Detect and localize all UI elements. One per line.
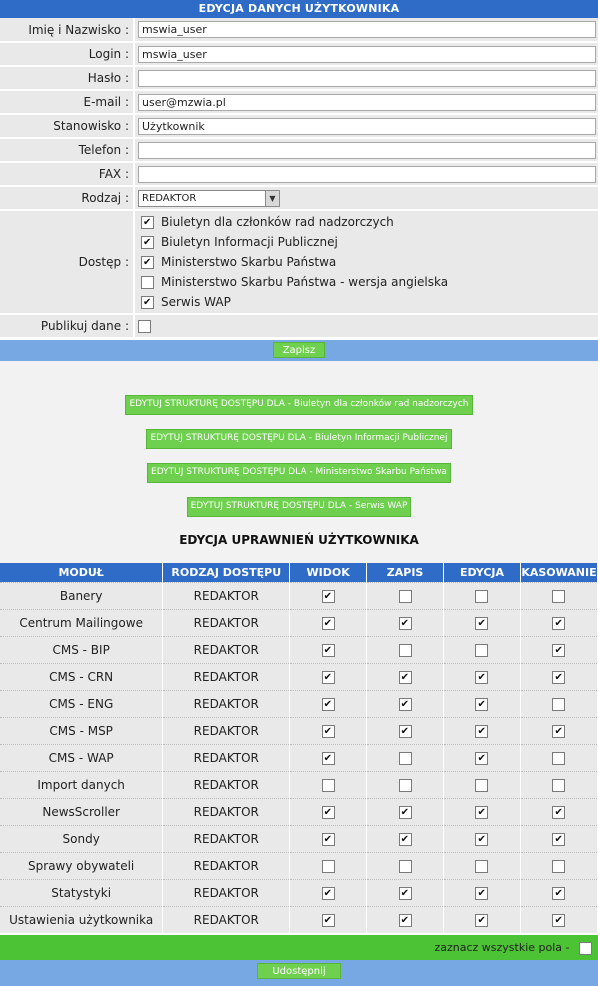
write-checkbox[interactable] [399,914,412,927]
column-header[interactable]: ZAPIS [367,563,444,582]
access-label: Dostęp : [0,210,134,314]
module-name: Statystyki [0,879,163,906]
delete-checkbox[interactable] [552,779,565,792]
table-row [0,771,598,798]
write-checkbox[interactable] [399,887,412,900]
module-name: Import danych [0,771,163,798]
password-label: Hasło : [0,66,134,90]
delete-checkbox[interactable] [552,833,565,846]
access-type: REDAKTOR [163,663,290,690]
module-name: CMS - MSP [0,717,163,744]
delete-checkbox[interactable] [552,698,565,711]
table-row [0,744,598,771]
edit-checkbox[interactable] [475,590,488,603]
write-checkbox[interactable] [399,833,412,846]
page-title: EDYCJA DANYCH UŻYTKOWNIKA [0,0,598,18]
share-bar [0,960,598,986]
edit-checkbox[interactable] [475,887,488,900]
access-type: REDAKTOR [163,825,290,852]
view-checkbox[interactable] [322,914,335,927]
write-checkbox[interactable] [399,725,412,738]
write-checkbox[interactable] [399,590,412,603]
write-checkbox[interactable] [399,671,412,684]
write-checkbox[interactable] [399,698,412,711]
select-all-label: zaznacz wszystkie pola - [434,941,570,954]
email-field[interactable] [138,94,596,111]
access-item-label: Biuletyn dla członków rad nadzorczych [161,215,394,229]
edit-structure-button[interactable]: EDYTUJ STRUKTURĘ DOSTĘPU DLA - Biuletyn Informacji Publicznej [146,429,451,449]
delete-checkbox[interactable] [552,725,565,738]
access-type: REDAKTOR [163,690,290,717]
edit-checkbox[interactable] [475,698,488,711]
view-checkbox[interactable] [322,698,335,711]
access-item-label: Ministerstwo Skarbu Państwa [161,255,337,269]
table-row [0,852,598,879]
module-name: Ustawienia użytkownika [0,906,163,933]
access-type: REDAKTOR [163,798,290,825]
access-type: REDAKTOR [163,852,290,879]
select-all-bar [0,935,598,960]
edit-checkbox[interactable] [475,806,488,819]
access-type: REDAKTOR [163,636,290,663]
write-checkbox[interactable] [399,644,412,657]
fax-field[interactable] [138,166,596,183]
delete-checkbox[interactable] [552,617,565,630]
name-field[interactable] [138,21,596,38]
publish-checkbox[interactable] [138,320,151,333]
view-checkbox[interactable] [322,617,335,630]
edit-checkbox[interactable] [475,752,488,765]
view-checkbox[interactable] [322,752,335,765]
module-name: CMS - WAP [0,744,163,771]
access-item [138,212,596,232]
access-type: REDAKTOR [163,771,290,798]
access-type: REDAKTOR [163,717,290,744]
table-row [0,609,598,636]
chevron-down-icon[interactable]: ▼ [265,191,279,206]
password-field[interactable] [138,70,596,87]
edit-checkbox[interactable] [475,860,488,873]
write-checkbox[interactable] [399,806,412,819]
access-item [138,272,596,292]
delete-checkbox[interactable] [552,752,565,765]
delete-checkbox[interactable] [552,860,565,873]
view-checkbox[interactable] [322,833,335,846]
access-structure-section [0,361,598,563]
access-checkbox[interactable] [141,296,154,309]
module-name: NewsScroller [0,798,163,825]
table-row [0,798,598,825]
edit-checkbox[interactable] [475,644,488,657]
edit-structure-button[interactable]: EDYTUJ STRUKTURĘ DOSTĘPU DLA - Serwis WAP [187,497,412,517]
name-label: Imię i Nazwisko : [0,18,134,42]
position-label: Stanowisko : [0,114,134,138]
edit-checkbox[interactable] [475,779,488,792]
edit-checkbox[interactable] [475,833,488,846]
table-row [0,582,598,609]
access-checkbox[interactable] [141,216,154,229]
write-checkbox[interactable] [399,617,412,630]
type-label: Rodzaj : [0,186,134,210]
edit-structure-buttons [0,395,598,531]
module-name: Centrum Mailingowe [0,609,163,636]
table-row [0,636,598,663]
access-checkbox[interactable] [141,256,154,269]
phone-field[interactable] [138,142,596,159]
view-checkbox[interactable] [322,671,335,684]
table-row [0,906,598,933]
permissions-title: EDYCJA UPRAWNIEŃ UŻYTKOWNIKA [179,533,419,547]
edit-structure-button[interactable]: EDYTUJ STRUKTURĘ DOSTĘPU DLA - Biuletyn dla członków rad nadzorczych [125,395,472,415]
write-checkbox[interactable] [399,779,412,792]
view-checkbox[interactable] [322,887,335,900]
module-name: Sondy [0,825,163,852]
save-bar [0,340,598,361]
module-name: CMS - ENG [0,690,163,717]
access-list [134,210,598,314]
access-checkbox[interactable] [141,276,154,289]
type-select[interactable] [138,190,280,207]
fax-label: FAX : [0,162,134,186]
access-type: REDAKTOR [163,906,290,933]
access-item [138,232,596,252]
edit-checkbox[interactable] [475,914,488,927]
column-header[interactable]: KASOWANIE [520,563,597,582]
view-checkbox[interactable] [322,590,335,603]
delete-checkbox[interactable] [552,887,565,900]
table-row [0,717,598,744]
module-name: Sprawy obywateli [0,852,163,879]
write-checkbox[interactable] [399,752,412,765]
phone-label: Telefon : [0,138,134,162]
save-button[interactable]: Zapisz [273,342,325,358]
table-row [0,879,598,906]
module-name: CMS - BIP [0,636,163,663]
access-type: REDAKTOR [163,879,290,906]
table-row [0,690,598,717]
position-field[interactable] [138,118,596,135]
permissions-header-row [0,563,598,582]
view-checkbox[interactable] [322,779,335,792]
user-data-form [0,18,598,339]
delete-checkbox[interactable] [552,590,565,603]
access-item [138,252,596,272]
view-checkbox[interactable] [322,644,335,657]
write-checkbox[interactable] [399,860,412,873]
login-label: Login : [0,42,134,66]
email-label: E-mail : [0,90,134,114]
publish-label: Publikuj dane : [0,314,134,338]
edit-checkbox[interactable] [475,725,488,738]
delete-checkbox[interactable] [552,914,565,927]
view-checkbox[interactable] [322,806,335,819]
delete-checkbox[interactable] [552,806,565,819]
access-type: REDAKTOR [163,744,290,771]
access-item-label: Ministerstwo Skarbu Państwa - wersja angielska [161,275,449,289]
delete-checkbox[interactable] [552,671,565,684]
table-row [0,663,598,690]
view-checkbox[interactable] [322,860,335,873]
column-header[interactable]: MODUŁ [0,563,163,582]
access-item-label: Biuletyn Informacji Publicznej [161,235,338,249]
access-type: REDAKTOR [163,582,290,609]
access-checkbox[interactable] [141,236,154,249]
login-field[interactable] [138,46,596,63]
select-all-checkbox[interactable] [579,942,592,955]
share-button[interactable]: Udostępnij [257,963,341,979]
view-checkbox[interactable] [322,725,335,738]
edit-structure-button[interactable]: EDYTUJ STRUKTURĘ DOSTĘPU DLA - Ministerstwo Skarbu Państwa [147,463,451,483]
column-header[interactable]: EDYCJA [444,563,521,582]
access-item-label: Serwis WAP [161,295,231,309]
column-header[interactable]: WIDOK [290,563,367,582]
type-select-value: REDAKTOR [142,192,197,204]
access-item [138,292,596,312]
delete-checkbox[interactable] [552,644,565,657]
column-header[interactable]: RODZAJ DOSTĘPU [163,563,290,582]
access-type: REDAKTOR [163,609,290,636]
table-row [0,825,598,852]
edit-checkbox[interactable] [475,617,488,630]
edit-checkbox[interactable] [475,671,488,684]
module-name: CMS - CRN [0,663,163,690]
permissions-table [0,563,598,933]
module-name: Banery [0,582,163,609]
